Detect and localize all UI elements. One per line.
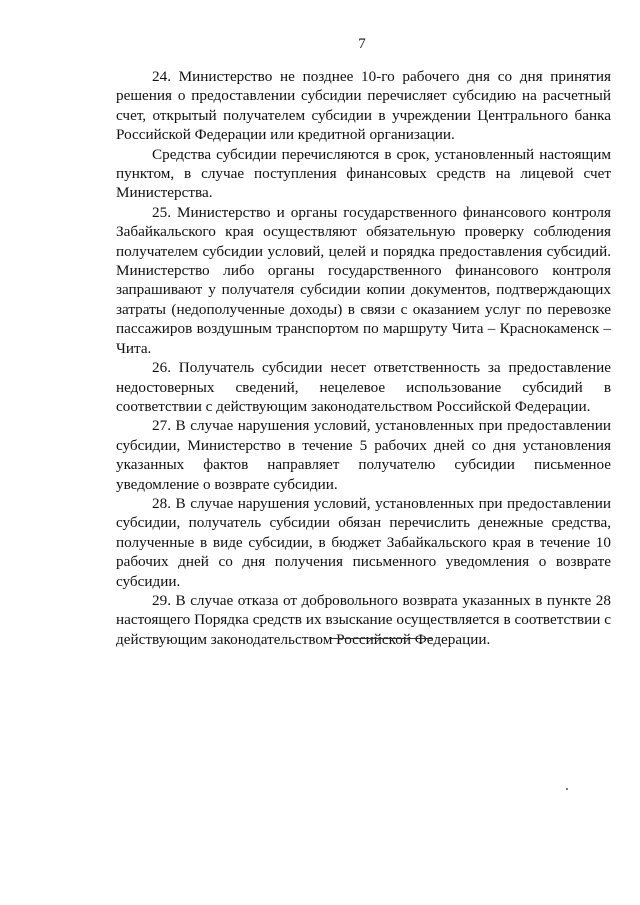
scan-speck: [566, 788, 568, 790]
page-number: 7: [358, 36, 366, 52]
paragraph-25: 25. Министерство и органы государственного финансового контроля Забайкальского края осуществляют обязательную проверку соблюдения получателем субсидии условий, целей и порядка предоставления субсидий. Министерство либо органы государственного финансового контроля запрашивают у получателя субсидии копии документов, подтверждающих затраты (недополученные доходы) в связи с оказанием услуг по перевозке пассажиров воздушным транспортом по маршруту Чита – Краснокаменск – Чита.: [116, 203, 611, 357]
paragraph-24-funds: Средства субсидии перечисляются в срок, установленный настоящим пунктом, в случае поступления финансовых средств на лицевой счет Министерства.: [116, 145, 611, 202]
paragraph-27: 27. В случае нарушения условий, установленных при предоставлении субсидии, Министерство в течение 5 рабочих дней со дня установления указанных фактов направляет получателю субсидии письменное уведомление о возврате субсидии.: [116, 417, 611, 493]
document-body: [116, 67, 611, 649]
end-divider-line: [331, 638, 433, 639]
paragraph-24: 24. Министерство не позднее 10-го рабочего дня со дня принятия решения о предоставлении субсидии перечисляет субсидию на расчетный счет, открытый получателем субсидии в учреждении Центрального банка Российской Федерации или кредитной организации.: [116, 68, 611, 144]
paragraph-29: 29. В случае отказа от добровольного возврата указанных в пункте 28 настоящего Порядка средств их взыскание осуществляется в соответствии с действующим законодательством Российской Федерации.: [116, 591, 611, 648]
paragraph-28: 28. В случае нарушения условий, установленных при предоставлении субсидии, получатель субсидии обязан перечислить денежные средства, полученные в виде субсидии, в бюджет Забайкальского края в течение 10 рабочих дней со дня получения письменного уведомления о возврате субсидии.: [116, 494, 611, 590]
paragraph-26: 26. Получатель субсидии несет ответственность за предоставление недостоверных сведений, нецелевое использование субсидий в соответствии с действующим законодательством Российской Федерации.: [116, 359, 611, 415]
